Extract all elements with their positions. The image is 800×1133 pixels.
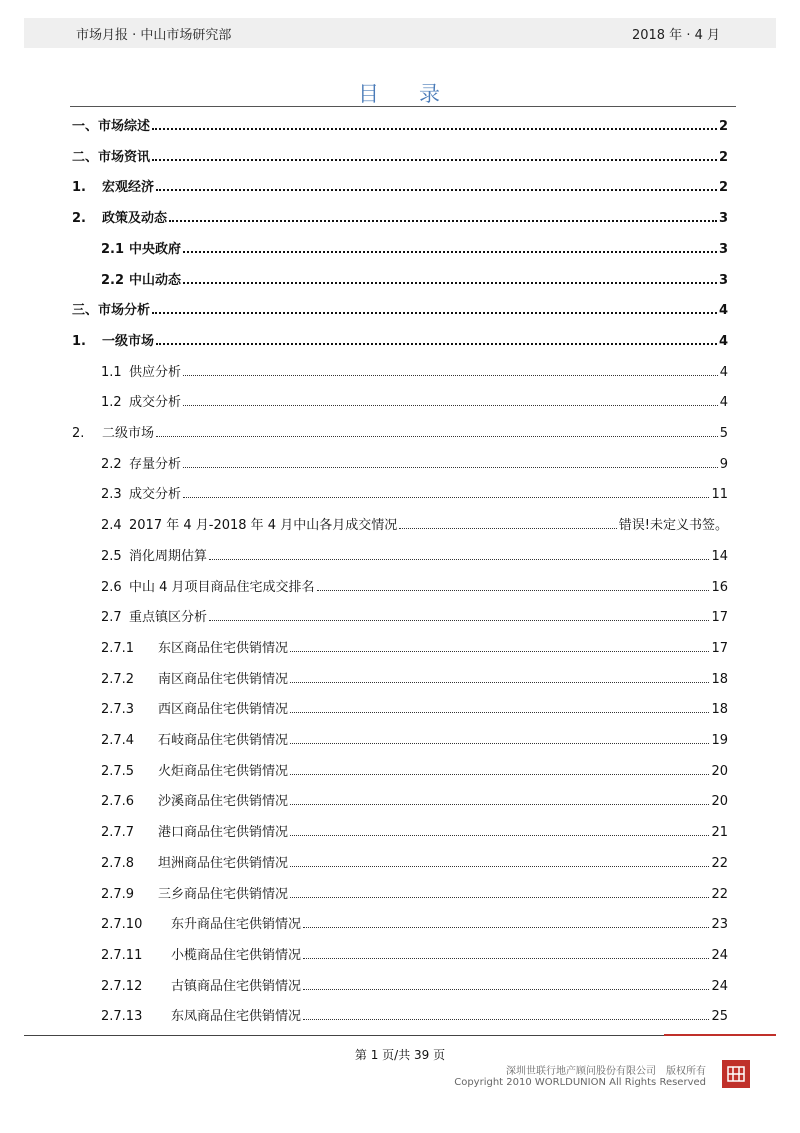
toc-dot-leader bbox=[303, 1018, 709, 1020]
toc-dot-leader bbox=[399, 527, 617, 529]
toc-entry[interactable] bbox=[72, 480, 728, 502]
toc-entry-page: 19 bbox=[711, 733, 728, 748]
toc-entry-page: 2 bbox=[718, 180, 728, 196]
toc-entry-page: 3 bbox=[718, 241, 728, 257]
company-name: 深圳世联行地产顾问股份有限公司 版权所有 bbox=[506, 1066, 706, 1077]
toc-entry-number: 2.7.2 bbox=[101, 671, 135, 687]
toc-entry-label: 三乡商品住宅供销情况 bbox=[158, 886, 289, 902]
toc-dot-leader bbox=[290, 896, 709, 898]
toc-entry[interactable] bbox=[72, 112, 728, 134]
toc-dot-leader bbox=[290, 834, 709, 836]
toc-entry-page: 22 bbox=[711, 886, 728, 902]
toc-title bbox=[0, 78, 800, 108]
toc-entry-label: 坦洲商品住宅供销情况 bbox=[158, 855, 289, 871]
toc-entry-page: 4 bbox=[718, 333, 728, 349]
toc-entry-label: 三、市场分析 bbox=[72, 303, 151, 319]
toc-entry-number: 2.7.6 bbox=[101, 794, 135, 810]
toc-entry-label: 东区商品住宅供销情况 bbox=[158, 640, 289, 656]
toc-entry[interactable] bbox=[72, 849, 728, 871]
toc-entry[interactable] bbox=[72, 511, 728, 533]
toc-dot-leader bbox=[290, 865, 709, 867]
toc-dot-leader bbox=[183, 496, 709, 498]
toc-entry-page: 2 bbox=[718, 149, 728, 165]
toc-entry[interactable] bbox=[72, 818, 728, 840]
toc-entry-page: 5 bbox=[719, 426, 728, 441]
toc-entry-page: 24 bbox=[711, 978, 728, 994]
toc-entry-page: 4 bbox=[718, 303, 728, 319]
toc-entry-label: 中山 4 月项目商品住宅成交排名 bbox=[129, 579, 315, 595]
toc-entry-page: 20 bbox=[711, 763, 728, 779]
toc-entry-number: 2.7.7 bbox=[101, 825, 135, 841]
toc-entry-page: 21 bbox=[711, 825, 728, 841]
toc-entry-label: 沙溪商品住宅供销情况 bbox=[158, 794, 289, 810]
toc-entry-label: 二、市场资讯 bbox=[72, 149, 151, 165]
toc-entry-page: 20 bbox=[711, 794, 728, 810]
toc-dot-leader bbox=[156, 342, 717, 345]
toc-entry-page: 9 bbox=[719, 456, 728, 472]
toc-entry-label: 中山动态 bbox=[129, 272, 182, 288]
toc-dot-leader bbox=[183, 250, 717, 253]
toc-dot-leader bbox=[290, 650, 709, 652]
toc-entry-label: 二级市场 bbox=[102, 426, 155, 441]
toc-entry-label: 一、市场综述 bbox=[72, 119, 151, 134]
toc-entry[interactable] bbox=[72, 388, 728, 410]
page-header bbox=[24, 18, 776, 48]
toc-entry-number: 2.2 bbox=[101, 272, 125, 288]
toc-dot-leader bbox=[183, 404, 718, 406]
toc-entry-number: 2.7.9 bbox=[101, 886, 135, 902]
toc-entry-number: 2.7.10 bbox=[101, 917, 143, 933]
page-number: 第 1 页/共 39 页 bbox=[354, 1048, 446, 1062]
toc-entry-label: 成交分析 bbox=[129, 487, 182, 503]
toc-entry-page: 17 bbox=[711, 610, 728, 626]
toc-entry-label: 消化周期估算 bbox=[129, 548, 208, 564]
toc-entry-label: 一级市场 bbox=[102, 333, 155, 349]
toc-entry[interactable] bbox=[72, 173, 728, 195]
toc-entry-label: 2017 年 4 月-2018 年 4 月中山各月成交情况 bbox=[129, 518, 398, 534]
toc-entry-page: 17 bbox=[711, 640, 728, 656]
toc-entry-label: 东凤商品住宅供销情况 bbox=[171, 1009, 302, 1025]
toc-entry-page: 25 bbox=[711, 1009, 728, 1025]
toc-entry[interactable] bbox=[72, 143, 728, 165]
toc-entry-page: 3 bbox=[718, 272, 728, 288]
toc-entry-number: 2.5 bbox=[101, 548, 122, 564]
toc-entry[interactable] bbox=[72, 235, 728, 257]
toc-entry[interactable] bbox=[72, 573, 728, 595]
toc-entry-label: 古镇商品住宅供销情况 bbox=[171, 978, 302, 994]
footer-accent-divider bbox=[664, 1034, 776, 1036]
worldunion-logo-icon bbox=[722, 1060, 750, 1088]
toc-entry-label: 小榄商品住宅供销情况 bbox=[171, 947, 302, 963]
toc-entry-page: 18 bbox=[711, 671, 728, 687]
toc-entry-page: 4 bbox=[719, 364, 728, 380]
toc-entry[interactable] bbox=[72, 1002, 728, 1024]
toc-entry-label: 成交分析 bbox=[129, 395, 182, 411]
toc-entry-number: 2.7 bbox=[101, 610, 122, 626]
toc-entry[interactable] bbox=[72, 327, 728, 349]
toc-entry-page: 16 bbox=[711, 579, 728, 595]
toc-entry-number: 2.7.12 bbox=[101, 978, 143, 994]
toc-entry-page: 2 bbox=[718, 119, 728, 134]
toc-entry-number: 2.6 bbox=[101, 579, 122, 595]
toc-entry-label: 供应分析 bbox=[129, 364, 182, 380]
toc-entry-label: 港口商品住宅供销情况 bbox=[158, 825, 289, 841]
toc-dot-leader bbox=[290, 711, 709, 713]
toc-entry-number: 2.7.4 bbox=[101, 733, 135, 748]
toc-entry[interactable] bbox=[72, 695, 728, 717]
toc-entry[interactable] bbox=[72, 450, 728, 472]
toc-entry-number: 2.7.8 bbox=[101, 855, 135, 871]
toc-entry[interactable] bbox=[72, 634, 728, 656]
toc-entry-number: 1.2 bbox=[101, 395, 122, 411]
toc-entry-number: 2.3 bbox=[101, 487, 122, 503]
toc-entry-label: 火炬商品住宅供销情况 bbox=[158, 763, 289, 779]
toc-entry[interactable] bbox=[72, 266, 728, 288]
toc-title-char-1: 目 bbox=[358, 82, 381, 106]
toc-entry[interactable] bbox=[72, 910, 728, 932]
toc-entry-page: 11 bbox=[711, 487, 728, 503]
toc-entry[interactable] bbox=[72, 726, 728, 748]
toc-entry-number: 2.4 bbox=[101, 518, 122, 534]
toc-title-char-2: 录 bbox=[419, 82, 442, 106]
toc-entry[interactable] bbox=[72, 880, 728, 902]
toc-entry-label: 西区商品住宅供销情况 bbox=[158, 702, 289, 718]
toc-entry[interactable] bbox=[72, 204, 728, 226]
header-date: 2018 年 · 4 月 bbox=[631, 28, 720, 43]
toc-dot-leader bbox=[290, 742, 709, 744]
toc-entry[interactable] bbox=[72, 972, 728, 994]
header-left-text: 市场月报 · 中山市场研究部 bbox=[76, 28, 232, 43]
toc-dot-leader bbox=[317, 589, 710, 591]
toc-entry-label: 南区商品住宅供销情况 bbox=[158, 671, 289, 687]
toc-dot-leader bbox=[290, 681, 709, 683]
toc-entry-page: 4 bbox=[719, 395, 728, 411]
toc-entry[interactable] bbox=[72, 757, 728, 779]
toc-entry-page: 22 bbox=[711, 855, 728, 871]
toc-entry-label: 东升商品住宅供销情况 bbox=[171, 917, 302, 933]
toc-dot-leader bbox=[152, 311, 717, 314]
toc-entry[interactable] bbox=[72, 358, 728, 380]
toc-dot-leader bbox=[303, 926, 709, 928]
toc-dot-leader bbox=[303, 957, 709, 959]
toc-dot-leader bbox=[290, 773, 709, 775]
toc-dot-leader bbox=[183, 374, 718, 376]
toc-dot-leader bbox=[156, 435, 718, 437]
toc-entry[interactable] bbox=[72, 941, 728, 963]
toc-entry-number: 1. bbox=[72, 180, 86, 196]
toc-dot-leader bbox=[152, 127, 717, 130]
toc-entry-number: 2.7.13 bbox=[101, 1009, 143, 1025]
toc-dot-leader bbox=[290, 803, 709, 805]
toc-entry-number: 1. bbox=[72, 333, 86, 349]
toc-entry[interactable] bbox=[72, 603, 728, 625]
toc-entry-page: 3 bbox=[718, 211, 728, 227]
toc-dot-leader bbox=[169, 219, 717, 222]
toc-entry-label: 宏观经济 bbox=[102, 180, 155, 196]
toc-entry-number: 2.7.5 bbox=[101, 763, 135, 779]
toc-entry[interactable] bbox=[72, 419, 728, 441]
toc-entry[interactable] bbox=[72, 542, 728, 564]
title-divider bbox=[70, 106, 736, 107]
toc-dot-leader bbox=[303, 988, 709, 990]
toc-entry-page: 24 bbox=[711, 947, 728, 963]
toc-dot-leader bbox=[183, 281, 717, 284]
footer-divider bbox=[24, 1035, 664, 1036]
toc-entry-number: 2.1 bbox=[101, 241, 125, 257]
toc-entry-number: 2. bbox=[72, 426, 85, 441]
toc-entry-number: 1.1 bbox=[101, 364, 122, 380]
toc-entry-page: 14 bbox=[711, 548, 728, 564]
toc-entry-label: 重点镇区分析 bbox=[129, 610, 208, 626]
toc-entry[interactable] bbox=[72, 665, 728, 687]
toc-entry-page: 错误!未定义书签。 bbox=[618, 518, 728, 534]
toc-entry-label: 中央政府 bbox=[129, 241, 182, 257]
toc-entry-page: 18 bbox=[711, 702, 728, 718]
toc-entry-label: 石岐商品住宅供销情况 bbox=[158, 733, 289, 748]
toc-dot-leader bbox=[156, 188, 717, 191]
toc-entry-number: 2.7.1 bbox=[101, 640, 135, 656]
toc-entry-number: 2.7.3 bbox=[101, 702, 135, 718]
toc-entry-number: 2.2 bbox=[101, 456, 122, 472]
toc-dot-leader bbox=[152, 158, 717, 161]
toc-dot-leader bbox=[209, 619, 709, 621]
copyright-text: Copyright 2010 WORLDUNION All Rights Reserved bbox=[454, 1077, 706, 1088]
toc-dot-leader bbox=[183, 466, 718, 468]
toc-entry-page: 23 bbox=[711, 917, 728, 933]
toc-entry[interactable] bbox=[72, 787, 728, 809]
toc-entry-label: 存量分析 bbox=[129, 456, 182, 472]
toc-dot-leader bbox=[209, 558, 709, 560]
toc-entry[interactable] bbox=[72, 296, 728, 318]
toc-entry-label: 政策及动态 bbox=[102, 211, 168, 227]
toc-entry-number: 2.7.11 bbox=[101, 947, 143, 963]
toc-entry-number: 2. bbox=[72, 211, 86, 227]
